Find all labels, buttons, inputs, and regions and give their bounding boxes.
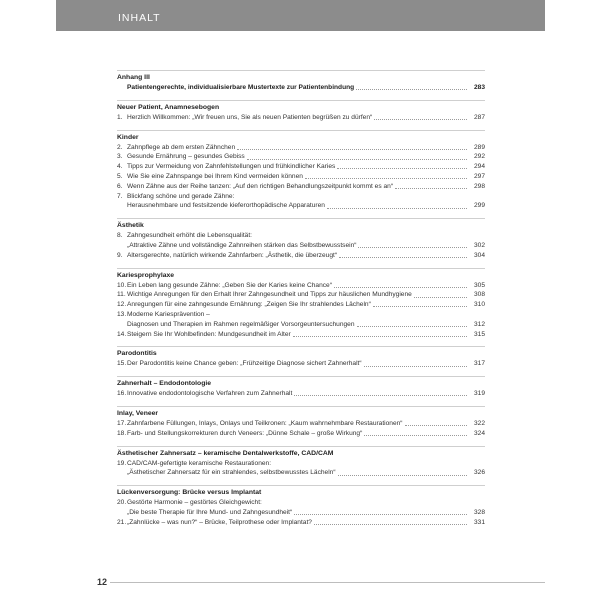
entry-text: Herzlich Willkommen: „Wir freuen uns, Sie als neuen Patienten begrüßen zu dürfen“ xyxy=(127,113,373,121)
toc-entry[interactable] xyxy=(117,83,485,93)
entry-text: Der Parodontitis keine Chance geben: „Frühzeitige Diagnose sichert Zahnerhalt“ xyxy=(127,360,362,368)
entry-number: 7. xyxy=(117,192,123,200)
entry-number: 8. xyxy=(117,232,123,240)
entry-number: 19. xyxy=(117,459,127,467)
entry-number: 13. xyxy=(117,310,127,318)
dot-leader xyxy=(237,149,467,150)
footer-divider xyxy=(110,582,545,583)
entry-page-number: 304 xyxy=(473,251,485,259)
toc-entry[interactable] xyxy=(117,429,485,439)
dot-leader xyxy=(414,297,467,298)
entry-number: 18. xyxy=(117,429,127,437)
section-title: Kariesprophylaxe xyxy=(117,271,175,279)
entry-continuation: „Attraktive Zähne und vollständige Zahnreihen stärken das Selbstbewusstsein“ xyxy=(127,241,357,249)
toc-entry-line xyxy=(117,310,485,320)
dot-leader xyxy=(314,524,467,525)
entry-page-number: 292 xyxy=(473,153,485,161)
toc-section xyxy=(117,130,485,212)
dot-leader xyxy=(337,168,467,169)
toc-entry-line xyxy=(117,459,485,469)
dot-leader xyxy=(357,326,467,327)
dot-leader xyxy=(293,336,467,337)
toc-entry[interactable] xyxy=(117,113,485,123)
entry-number: 11. xyxy=(117,291,126,299)
toc-entry-line xyxy=(117,498,485,508)
entry-text: Ein Leben lang gesunde Zähne: „Geben Sie der Karies keine Chance“ xyxy=(127,281,332,289)
entry-text: Gestörte Harmonie – gestörtes Gleichgewicht: xyxy=(127,499,262,507)
entry-continuation: „Ästhetischer Zahnersatz für ein strahlendes, selbstbewusstes Lächeln“ xyxy=(127,469,336,477)
entry-number: 1. xyxy=(117,113,123,121)
entry-text: Tipps zur Vermeidung von Zahnfehlstellungen und frühkindlicher Karies xyxy=(127,163,336,171)
toc-entry[interactable] xyxy=(117,320,485,330)
entry-text: Moderne Kariesprävention – xyxy=(127,310,210,318)
entry-page-number: 283 xyxy=(473,84,485,91)
toc-entry[interactable] xyxy=(117,152,485,162)
dot-leader xyxy=(305,178,467,179)
entry-number: 17. xyxy=(117,419,127,427)
header-bar xyxy=(56,0,545,31)
entry-text: Steigern Sie Ihr Wohlbefinden: Mundgesundheit im Alter xyxy=(127,330,291,338)
entry-page-number: 319 xyxy=(473,390,485,398)
toc-entry[interactable] xyxy=(117,468,485,478)
toc-entry[interactable] xyxy=(117,281,485,291)
entry-number: 14. xyxy=(117,330,127,338)
entry-text: Farb- und Stellungskorrekturen durch Veneers: „Dünne Schale – große Wirkung“ xyxy=(127,429,363,437)
dot-leader xyxy=(374,119,467,120)
toc-section xyxy=(117,100,485,123)
toc-section xyxy=(117,485,485,527)
toc-section xyxy=(117,218,485,260)
entry-page-number: 317 xyxy=(473,360,485,368)
toc-entry[interactable] xyxy=(117,143,485,153)
toc-section xyxy=(117,70,485,93)
entry-page-number: 322 xyxy=(473,419,485,427)
section-title: Kinder xyxy=(117,133,139,141)
header-title: INHALT xyxy=(118,12,161,24)
entry-continuation: Herausnehmbare und festsitzende kieferorthopädische Apparaturen xyxy=(127,202,325,210)
entry-text: Altersgerechte, natürlich wirkende Zahnfarben: „Ästhetik, die überzeugt“ xyxy=(127,251,338,259)
section-title: Ästhetischer Zahnersatz – keramische Dentalwerkstoffe, CAD/CAM xyxy=(117,449,334,457)
entry-text: Wenn Zähne aus der Reihe tanzen: „Auf den richtigen Behandlungszeitpunkt kommt es an“ xyxy=(127,182,393,190)
toc-section xyxy=(117,268,485,340)
entry-page-number: 324 xyxy=(473,429,485,437)
toc-entry[interactable] xyxy=(117,508,485,518)
dot-leader xyxy=(294,395,467,396)
entry-number: 6. xyxy=(117,182,123,190)
entry-page-number: 299 xyxy=(473,202,485,210)
toc-entry[interactable] xyxy=(117,389,485,399)
dot-leader xyxy=(338,475,467,476)
entry-number: 5. xyxy=(117,172,123,180)
entry-page-number: 294 xyxy=(473,163,485,171)
entry-text: Gesunde Ernährung – gesundes Gebiss xyxy=(127,153,245,161)
entry-text: Zahnfarbene Füllungen, Inlays, Onlays und Teilkronen: „Kaum wahrnehmbare Restaurationen“ xyxy=(127,419,403,427)
toc-entry[interactable] xyxy=(117,172,485,182)
section-title: Anhang III xyxy=(117,74,150,81)
dot-leader xyxy=(327,208,467,209)
section-title: Zahnerhalt – Endodontologie xyxy=(117,380,212,388)
dot-leader xyxy=(339,257,467,258)
entry-text: CAD/CAM-gefertigte keramische Restaurationen: xyxy=(127,459,272,467)
dot-leader xyxy=(247,159,467,160)
toc-entry[interactable] xyxy=(117,518,485,528)
toc-entry[interactable] xyxy=(117,182,485,192)
entry-number: 2. xyxy=(117,143,123,151)
entry-text: Zahngesundheit erhöht die Lebensqualität: xyxy=(127,232,253,240)
entry-page-number: 331 xyxy=(473,518,485,526)
toc-section xyxy=(117,346,485,369)
entry-number: 3. xyxy=(117,153,123,161)
entry-page-number: 297 xyxy=(473,172,485,180)
section-title: Neuer Patient, Anamnesebogen xyxy=(117,103,220,111)
toc-entry-line xyxy=(117,231,485,241)
entry-number: 20. xyxy=(117,499,127,507)
table-of-contents xyxy=(117,70,485,535)
dot-leader xyxy=(405,425,467,426)
entry-page-number: 287 xyxy=(473,113,485,121)
toc-entry[interactable] xyxy=(117,300,485,310)
entry-page-number: 328 xyxy=(473,508,485,516)
toc-entry[interactable] xyxy=(117,201,485,211)
entry-number: 10. xyxy=(117,281,127,289)
toc-entry[interactable] xyxy=(117,251,485,261)
entry-page-number: 302 xyxy=(473,241,485,249)
entry-text: Patientengerechte, individualisierbare Mustertexte zur Patientenbindung xyxy=(127,84,355,91)
entry-number: 9. xyxy=(117,251,123,259)
entry-text: Wie Sie eine Zahnspange bei Ihrem Kind vermeiden können xyxy=(127,172,303,180)
entry-number: 12. xyxy=(117,301,127,309)
toc-entry[interactable] xyxy=(117,419,485,429)
toc-entry[interactable] xyxy=(117,290,485,300)
section-title: Lückenversorgung: Brücke versus Implantat xyxy=(117,489,262,497)
toc-section xyxy=(117,446,485,479)
section-title: Parodontitis xyxy=(117,350,157,358)
entry-page-number: 310 xyxy=(473,301,485,309)
entry-number: 15. xyxy=(117,360,127,368)
toc-entry[interactable] xyxy=(117,330,485,340)
entry-number: 4. xyxy=(117,163,123,171)
entry-page-number: 289 xyxy=(473,143,485,151)
dot-leader xyxy=(364,435,467,436)
entry-page-number: 298 xyxy=(473,182,485,190)
entry-text: Wichtige Anregungen für den Erhalt Ihrer Zahngesundheit und Tipps zur häuslichen Mundhygiene xyxy=(127,291,412,299)
dot-leader xyxy=(395,188,467,189)
toc-section xyxy=(117,406,485,439)
entry-text: Zahnpflege ab dem ersten Zähnchen xyxy=(127,143,236,151)
dot-leader xyxy=(334,287,467,288)
dot-leader xyxy=(358,247,467,248)
dot-leader xyxy=(364,366,467,367)
toc-section xyxy=(117,376,485,399)
entry-number: 16. xyxy=(117,390,127,398)
entry-text: „Zahnlücke – was nun?“ – Brücke, Teilprothese oder Implantat? xyxy=(127,518,312,526)
entry-continuation: Diagnosen und Therapien im Rahmen regelmäßiger Vorsorgeuntersuchungen xyxy=(127,320,355,328)
dot-leader xyxy=(356,89,467,90)
entry-text: Anregungen für eine zahngesunde Ernährung: „Zeigen Sie Ihr strahlendes Lächeln“ xyxy=(127,301,371,309)
entry-page-number: 315 xyxy=(473,330,485,338)
entry-page-number: 305 xyxy=(473,281,485,289)
section-title: Ästhetik xyxy=(117,222,144,230)
entry-page-number: 326 xyxy=(473,469,485,477)
page-number: 12 xyxy=(97,577,108,587)
entry-continuation: „Die beste Therapie für Ihre Mund- und Zahngesundheit“ xyxy=(127,508,293,516)
toc-entry[interactable] xyxy=(117,162,485,172)
toc-entry-line xyxy=(117,192,485,202)
entry-page-number: 312 xyxy=(473,320,485,328)
entry-page-number: 308 xyxy=(473,291,485,299)
toc-entry[interactable] xyxy=(117,241,485,251)
entry-number: 21. xyxy=(117,518,127,526)
entry-text: Blickfang schöne und gerade Zähne: xyxy=(127,192,235,200)
dot-leader xyxy=(294,514,467,515)
section-title: Inlay, Veneer xyxy=(117,409,159,417)
dot-leader xyxy=(373,306,467,307)
entry-text: Innovative endodontologische Verfahren zum Zahnerhalt xyxy=(127,390,293,398)
toc-entry[interactable] xyxy=(117,359,485,369)
